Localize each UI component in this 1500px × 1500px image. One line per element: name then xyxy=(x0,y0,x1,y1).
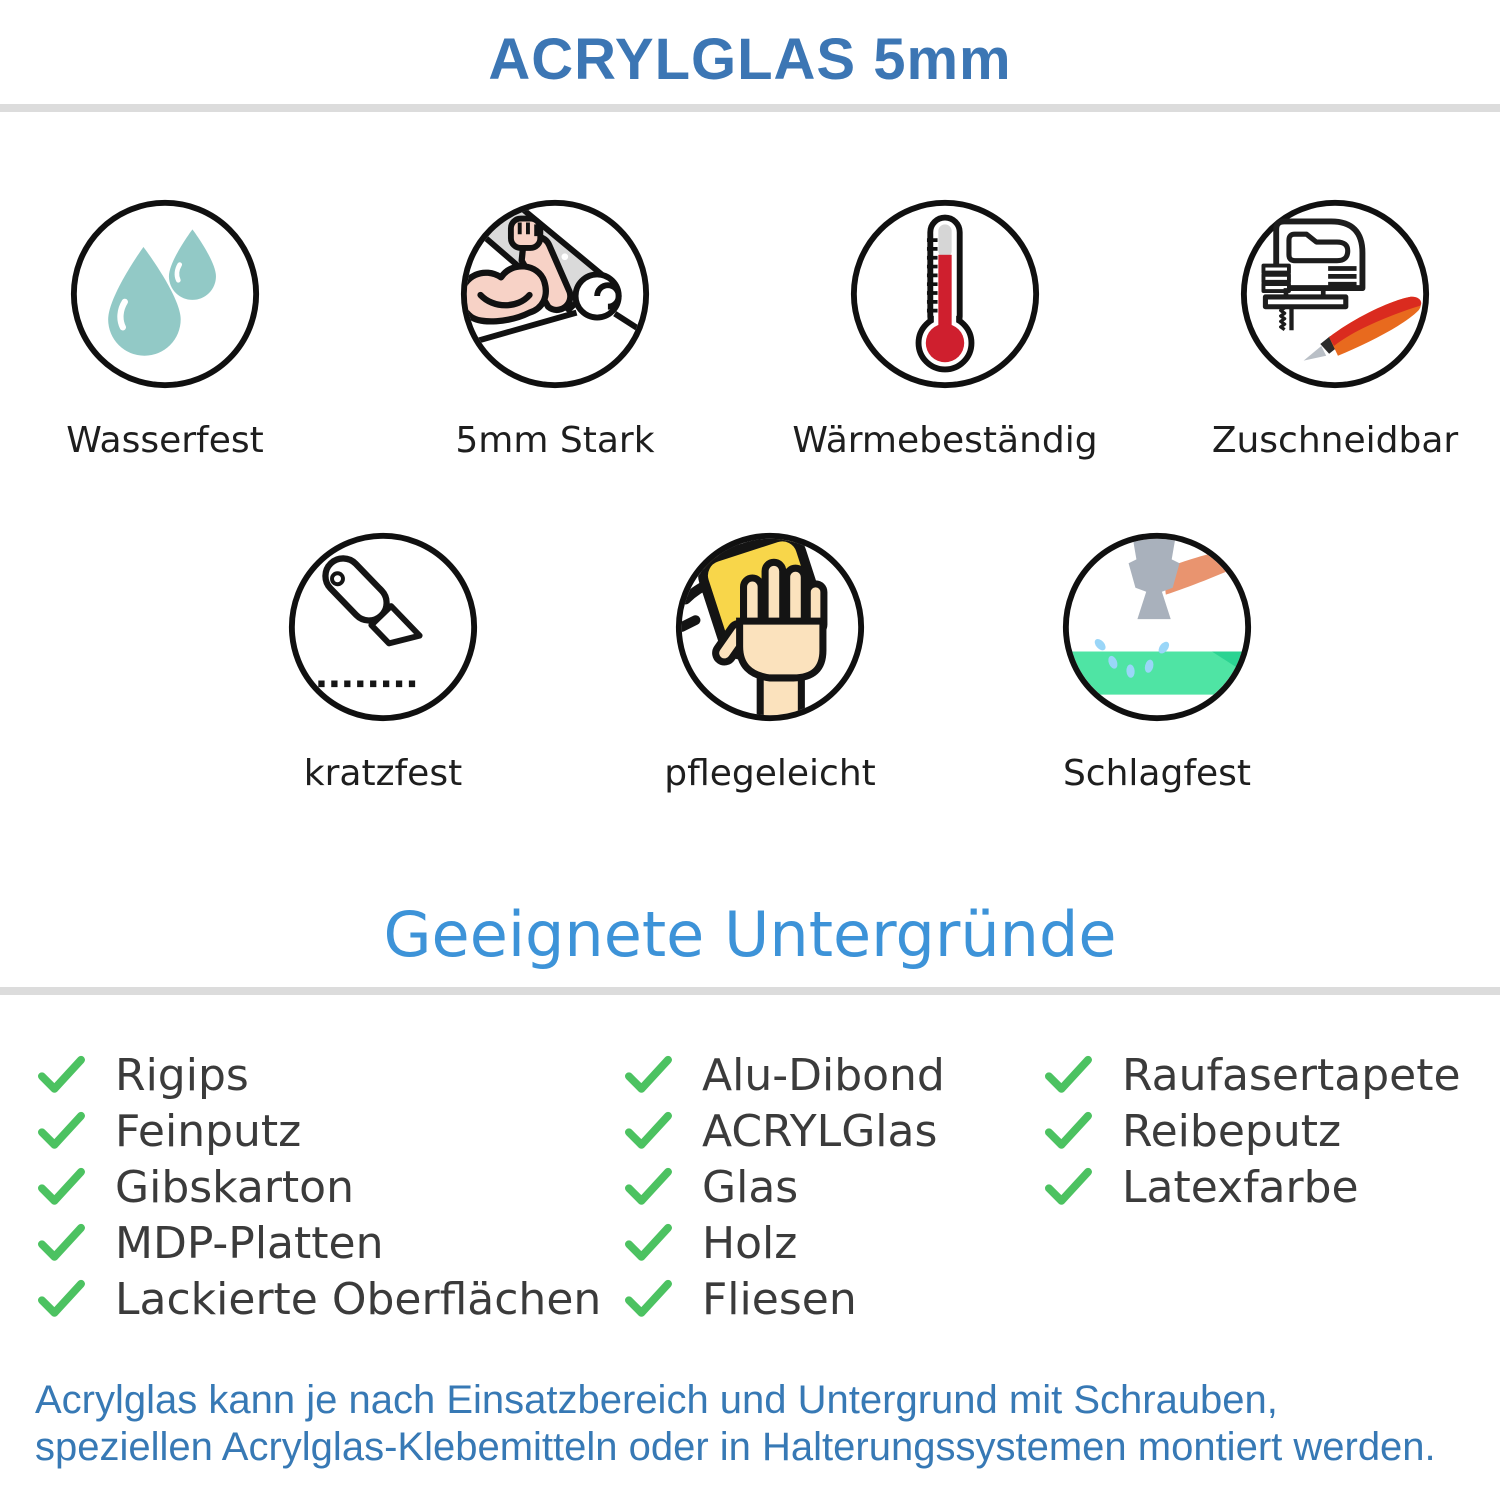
surface-item xyxy=(625,1159,1045,1215)
feature-label: pflegeleicht xyxy=(664,753,876,794)
surface-item xyxy=(1045,1047,1500,1103)
surface-item xyxy=(625,1215,1045,1271)
footer-note xyxy=(0,1377,1500,1471)
surfaces-column-3 xyxy=(1045,1047,1500,1327)
check-icon xyxy=(38,1111,85,1152)
surfaces-column-1 xyxy=(38,1047,625,1327)
feature-label: Wasserfest xyxy=(66,420,264,461)
surface-label: Fliesen xyxy=(702,1273,857,1325)
feature-zuschneidbar xyxy=(1211,196,1459,461)
surface-item xyxy=(38,1215,625,1271)
feature-schlagfest xyxy=(1037,529,1277,794)
surface-item xyxy=(625,1047,1045,1103)
feature-5mm-stark xyxy=(435,196,675,461)
check-icon xyxy=(625,1055,672,1096)
feature-row-1 xyxy=(0,196,1500,461)
check-icon xyxy=(625,1111,672,1152)
surfaces-column-2 xyxy=(625,1047,1045,1327)
feature-label: Zuschneidbar xyxy=(1211,420,1459,461)
surface-item xyxy=(38,1271,625,1327)
surface-label: Alu-Dibond xyxy=(702,1049,945,1101)
check-icon xyxy=(1045,1111,1092,1152)
feature-label: Wärmebeständig xyxy=(792,420,1098,461)
feature-row-2 xyxy=(0,529,1500,794)
surface-item xyxy=(625,1271,1045,1327)
check-icon xyxy=(625,1223,672,1264)
strong-arm-icon xyxy=(457,196,653,392)
surface-item xyxy=(38,1047,625,1103)
check-icon xyxy=(38,1279,85,1320)
check-icon xyxy=(625,1167,672,1208)
feature-label: 5mm Stark xyxy=(455,420,655,461)
surface-label: Glas xyxy=(702,1161,799,1213)
surface-item xyxy=(1045,1159,1500,1215)
cleaning-hand-icon xyxy=(672,529,868,725)
feature-waermebestaendig xyxy=(792,196,1098,461)
feature-kratzfest xyxy=(263,529,503,794)
hammer-icon xyxy=(1059,529,1255,725)
feature-wasserfest xyxy=(45,196,285,461)
surface-label: Rigips xyxy=(115,1049,249,1101)
thermometer-icon xyxy=(847,196,1043,392)
surfaces-list xyxy=(0,1047,1500,1327)
surface-item xyxy=(38,1159,625,1215)
surface-label: Reibeputz xyxy=(1122,1105,1342,1157)
surfaces-heading: Geeignete Untergründe xyxy=(383,898,1117,971)
page-title: ACRYLGLAS 5mm xyxy=(488,27,1012,92)
feature-pflegeleicht xyxy=(650,529,890,794)
surface-label: Gibskarton xyxy=(115,1161,354,1213)
footer-line-1: Acrylglas kann je nach Einsatzbereich und Untergrund mit Schrauben, xyxy=(35,1378,1278,1422)
jigsaw-icon xyxy=(1237,196,1433,392)
check-icon xyxy=(38,1223,85,1264)
surface-label: Holz xyxy=(702,1217,798,1269)
feature-label: Schlagfest xyxy=(1062,753,1252,794)
surface-item xyxy=(1045,1103,1500,1159)
surface-label: MDP-Platten xyxy=(115,1217,384,1269)
surface-label: ACRYLGlas xyxy=(702,1105,938,1157)
surface-label: Lackierte Oberflächen xyxy=(115,1273,602,1325)
check-icon xyxy=(1045,1167,1092,1208)
surface-item xyxy=(38,1103,625,1159)
water-drops-icon xyxy=(67,196,263,392)
check-icon xyxy=(1045,1055,1092,1096)
utility-knife-icon xyxy=(285,529,481,725)
surface-label: Feinputz xyxy=(115,1105,302,1157)
surface-label: Raufasertapete xyxy=(1122,1049,1461,1101)
divider-top xyxy=(0,104,1500,112)
feature-label: kratzfest xyxy=(303,753,463,794)
check-icon xyxy=(38,1167,85,1208)
surface-label: Latexfarbe xyxy=(1122,1161,1359,1213)
surface-item xyxy=(625,1103,1045,1159)
check-icon xyxy=(38,1055,85,1096)
check-icon xyxy=(625,1279,672,1320)
divider-middle xyxy=(0,987,1500,995)
footer-line-2: speziellen Acrylglas-Klebemitteln oder in Halterungssystemen montiert werden. xyxy=(35,1425,1436,1470)
